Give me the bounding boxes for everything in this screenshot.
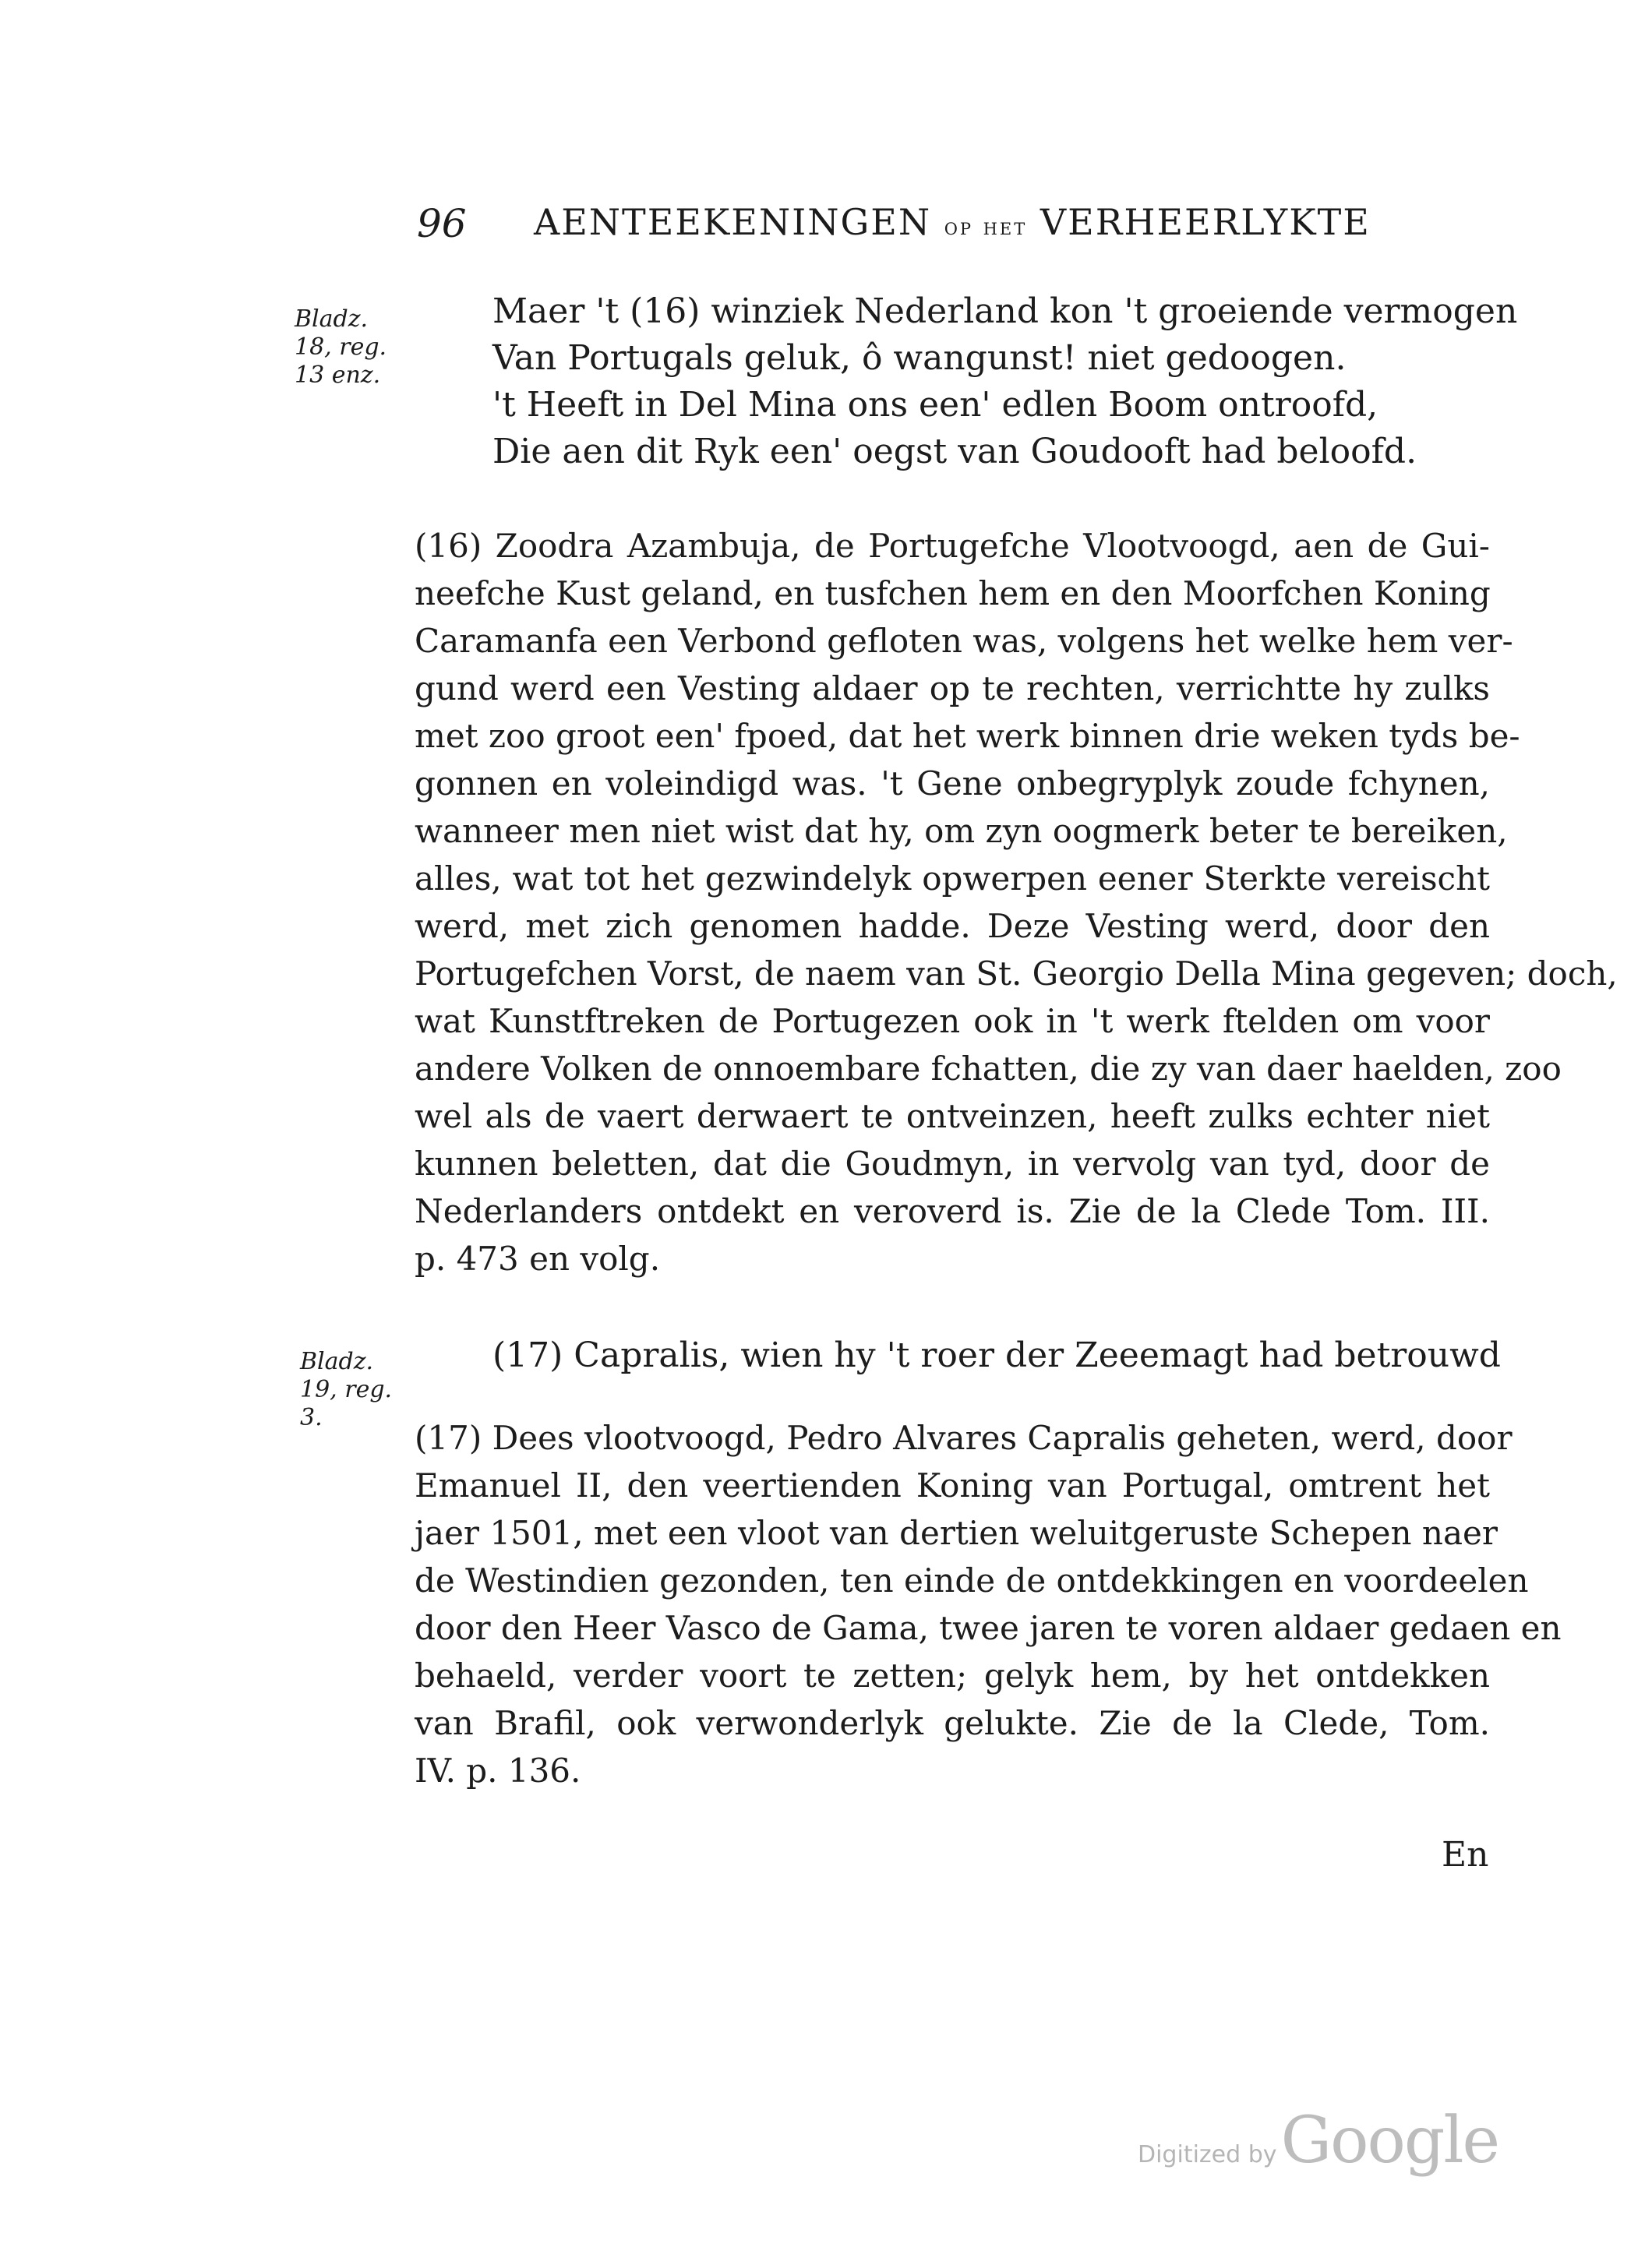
- margin-note-2: [300, 1348, 392, 1432]
- note-line: (17) Dees vlootvoogd, Pedro Alvares Capralis geheten, werd, door: [415, 1419, 1513, 1457]
- digitized-by-google-watermark: [1138, 2104, 1498, 2189]
- note-line: met zoo groot een' fpoed, dat het werk binnen drie weken tyds be-: [415, 717, 1520, 755]
- catchword: En: [1442, 1835, 1489, 1875]
- title-part-1: AENTEEKENINGEN: [534, 201, 932, 243]
- note-line: Portugefchen Vorst, de naem van St. Georgio Della Mina gegeven; doch,: [415, 954, 1618, 993]
- note-line: jaer 1501, met een vloot van dertien weluitgeruste Schepen naer: [415, 1514, 1498, 1552]
- verse-block-1: [492, 288, 1517, 475]
- page-number: 96: [417, 201, 467, 246]
- note-line: Nederlanders ontdekt en veroverd is. Zie de la Clede Tom. III.: [415, 1192, 1490, 1230]
- footnote-17: [415, 1414, 1562, 1794]
- google-logo: Google: [1280, 2104, 1499, 2178]
- verse-line: Van Portugals geluk, ô wangunst! niet gedoogen.: [492, 338, 1347, 378]
- note-line: wel als de vaert derwaert te ontveinzen, heeft zulks echter niet: [415, 1097, 1490, 1135]
- note-line: behaeld, verder voort te zetten; gelyk hem, by het ontdekken: [415, 1656, 1490, 1695]
- note-line: IV. p. 136.: [415, 1752, 581, 1790]
- footnote-16: [415, 522, 1618, 1282]
- margin-note-1: [295, 305, 387, 390]
- verse-line: 't Heeft in Del Mina ons een' edlen Boom ontroofd,: [492, 385, 1378, 425]
- note-line: gonnen en voleindigd was. 't Gene onbegryplyk zoude fchynen,: [415, 764, 1490, 803]
- margin-note-line: 3.: [300, 1404, 323, 1431]
- watermark-prefix: Digitized by: [1138, 2141, 1277, 2168]
- note-line: gund werd een Vesting aldaer op te rechten, verrichtte hy zulks: [415, 669, 1490, 707]
- title-part-3: VERHEERLYKTE: [1040, 201, 1371, 243]
- note-line: Caramanfa een Verbond gefloten was, volgens het welke hem ver-: [415, 622, 1513, 660]
- verse-line: Maer 't (16) winziek Nederland kon 't groeiende vermogen: [492, 291, 1518, 331]
- note-line: door den Heer Vasco de Gama, twee jaren te voren aldaer gedaen en: [415, 1609, 1562, 1647]
- note-line: de Westindien gezonden, ten einde de ontdekkingen en voordeelen: [415, 1561, 1529, 1600]
- note-line: wanneer men niet wist dat hy, om zyn oogmerk beter te bereiken,: [415, 812, 1508, 850]
- note-line: p. 473 en volg.: [415, 1240, 661, 1278]
- margin-note-line: Bladz.: [300, 1348, 374, 1375]
- note-line: van Brafil, ook verwonderlyk gelukte. Zie de la Clede, Tom.: [415, 1704, 1490, 1742]
- margin-note-line: 13 enz.: [295, 362, 381, 389]
- margin-note-line: 18, reg.: [295, 333, 387, 361]
- note-line: andere Volken de onnoembare fchatten, die zy van daer haelden, zoo: [415, 1050, 1562, 1088]
- page-title: [534, 201, 1371, 243]
- margin-note-line: Bladz.: [295, 305, 369, 333]
- note-line: (16) Zoodra Azambuja, de Portugefche Vlootvoogd, aen de Gui-: [415, 527, 1490, 565]
- margin-note-line: 19, reg.: [300, 1376, 393, 1403]
- note-line: alles, wat tot het gezwindelyk opwerpen eener Sterkte vereischt: [415, 859, 1490, 898]
- verse-line: Die aen dit Ryk een' oegst van Goudooft had beloofd.: [492, 432, 1417, 471]
- verse-block-2: (17) Capralis, wien hy 't roer der Zeeemagt had betrouwd: [492, 1335, 1501, 1375]
- note-line: neefche Kust geland, en tusfchen hem en den Moorfchen Koning: [415, 574, 1491, 612]
- note-line: werd, met zich genomen hadde. Deze Vesting werd, door den: [415, 907, 1490, 945]
- note-line: kunnen beletten, dat die Goudmyn, in vervolg van tyd, door de: [415, 1145, 1490, 1183]
- title-part-2: op het: [944, 213, 1028, 241]
- note-line: wat Kunstftreken de Portugezen ook in 't werk ftelden om voor: [415, 1002, 1490, 1040]
- running-header: [417, 195, 1383, 257]
- note-line: Emanuel II, den veertienden Koning van Portugal, omtrent het: [415, 1466, 1490, 1505]
